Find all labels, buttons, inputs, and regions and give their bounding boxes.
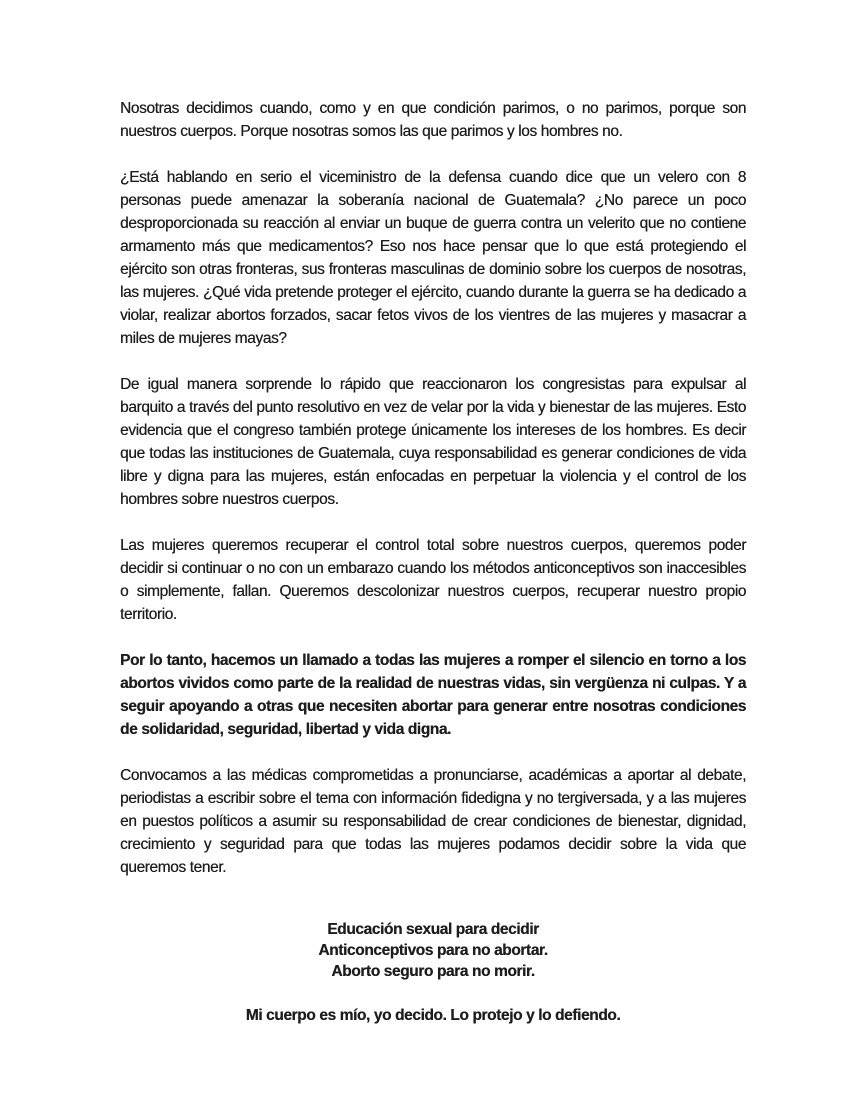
paragraph-control-cuerpos: Las mujeres queremos recuperar el control total sobre nuestros cuerpos, queremos poder decidir si continuar o no con un embarazo cuando los métodos anticonceptivos son inaccesibles o simplemente, fallan. Queremos descolonizar nuestros cuerpos, recuperar nuestro propio territorio. bbox=[120, 537, 746, 623]
paragraph-congresistas: De igual manera sorprende lo rápido que reaccionaron los congresistas para expulsar al barquito a través del punto resolutivo en vez de velar por la vida y bienestar de las mujeres. Esto evidencia que el congreso también protege únicamente los intereses de los hombres. Es decir que todas las instituciones de Guatemala, cuya responsabilidad es generar condiciones de vida libre y digna para las mujeres, están enfocadas en perpetuar la violencia y el control de los hombres sobre nuestros cuerpos. bbox=[120, 376, 746, 508]
paragraph-convocatoria: Convocamos a las médicas comprometidas a pronunciarse, académicas a aportar al debate, periodistas a escribir sobre el tema con información fidedigna y no tergiversada, y a las mujeres en puestos políticos a asumir su responsabilidad de crear condiciones de bienestar, dignidad, crecimiento y seguridad para que todas las mujeres podamos decidir sobre la vida que queremos tener. bbox=[120, 767, 746, 876]
slogan-line-1: Educación sexual para decidir bbox=[327, 921, 539, 938]
closing-motto: Mi cuerpo es mío, yo decido. Lo protejo y lo defiendo. bbox=[245, 1007, 621, 1024]
slogan-block bbox=[120, 919, 746, 982]
slogan-line-3: Aborto seguro para no morir. bbox=[331, 963, 535, 980]
slogan-line-2: Anticonceptivos para no abortar. bbox=[318, 942, 548, 959]
paragraph-intro: Nosotras decidimos cuando, como y en que condición parimos, o no parimos, porque son nuestros cuerpos. Porque nosotras somos las que parimos y los hombres no. bbox=[120, 100, 746, 140]
paragraph-llamado: Por lo tanto, hacemos un llamado a todas las mujeres a romper el silencio en torno a los abortos vividos como parte de la realidad de nuestras vidas, sin vergüenza ni culpas. Y a seguir apoyando a otras que necesiten abortar para generar entre nosotras condiciones de solidaridad, seguridad, libertad y vida digna. bbox=[120, 652, 746, 738]
paragraph-viceministro: ¿Está hablando en serio el viceministro de la defensa cuando dice que un velero con 8 personas puede amenazar la soberanía nacional de Guatemala? ¿No parece un poco desproporcionada su reacción al enviar un buque de guerra contra un velerito que no contiene armamento más que medicamentos? Eso nos hace pensar que lo que está protegiendo el ejército son otras fronteras, sus fronteras masculinas de dominio sobre los cuerpos de nosotras, las mujeres. ¿Qué vida pretende proteger el ejército, cuando durante la guerra se ha dedicado a violar, realizar abortos forzados, sacar fetos vivos de los vientres de las mujeres y masacrar a miles de mujeres mayas? bbox=[120, 169, 746, 347]
document-body bbox=[120, 97, 746, 1027]
